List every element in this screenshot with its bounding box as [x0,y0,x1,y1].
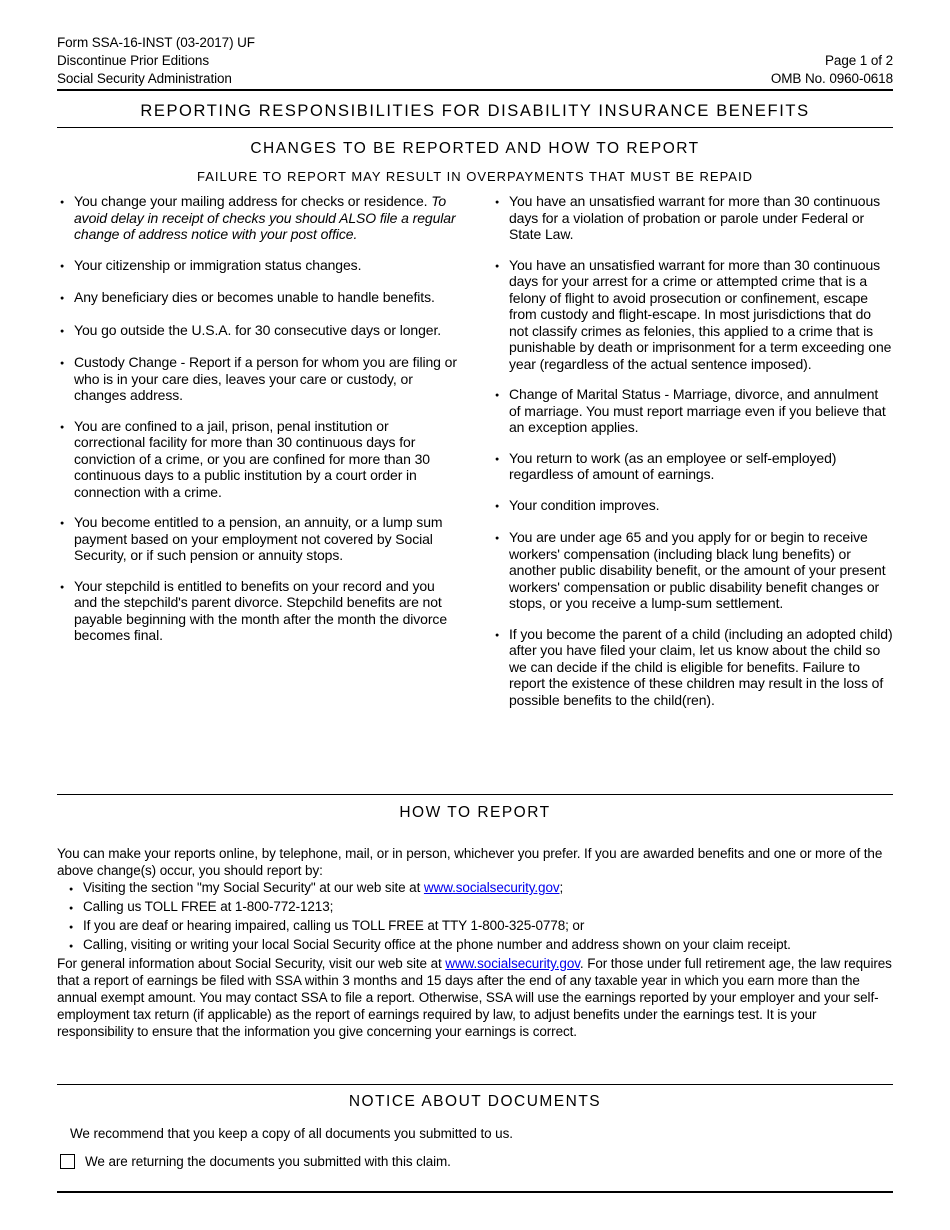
how-to-intro [57,845,893,879]
bullet-text [74,257,458,276]
text-segment: You are confined to a jail, prison, penal institution or correctional facility for more than 30 continuous days for conviction of a crime, or you are confined for more than 30 continuous days to a public institution by a court order in connection with a crime. [74,417,430,500]
report-method-item [57,898,893,917]
bullet-dot: ● [495,631,500,639]
bullet-dot: ● [495,262,500,270]
bullet-text [509,529,893,612]
text-segment: You change your mailing address for checks or residence. [74,193,432,209]
bullet-item [57,257,458,276]
bullet-dot: ● [60,520,65,527]
bullet-text [509,386,893,436]
bullet-dot: ● [60,295,65,302]
bullet-item [57,418,458,501]
text-segment: You go outside the U.S.A. for 30 consecutive days or longer. [74,321,442,338]
text-segment: Any beneficiary dies or becomes unable to handle benefits. [74,289,435,305]
bullet-text [74,322,458,341]
page-number: Page 1 of 2 [825,53,893,68]
text-segment: . For those under full retirement age, the law requires that a report of earnings be filed with SSA within 3 months and 15 days after the end of any taxable year in which you earn more than the annual exempt amount. You may contact SSA to file a report. Otherwise, SSA will use the earnings reported by your employer and your self-employment tax return (if applicable) as the report of earnings required by law, to adjust benefits under the earnings test. It is your responsibility to ensure that the information you give concerning your earnings is correct. [57,956,892,1039]
bullet-item [57,322,458,341]
text-segment: Visiting the section "my Social Security" at our web site at [83,880,424,895]
bullet-dot: ● [60,423,65,431]
bullet-dot: ● [495,502,500,510]
bullet-text [83,898,893,917]
how-to-report-rule [57,794,893,795]
bullet-item [57,289,458,308]
bullet-item [57,578,458,644]
text-segment: Your condition improves. [509,496,660,513]
notice-heading: NOTICE ABOUT DOCUMENTS [348,1093,602,1110]
bullet-item [57,193,458,243]
bullet-text [74,289,458,308]
bullet-text [83,936,893,955]
text-segment: You become entitled to a pension, an annuity, or a lump sum payment based on your employment not covered by Social Security, or if such pension or annuity stops. [74,514,443,563]
omb-number: OMB No. 0960-0618 [770,71,893,86]
bullet-text [74,193,458,243]
bullet-dot: ● [60,583,65,591]
socialsecurity-link[interactable]: www.socialsecurity.gov [445,956,580,971]
bullet-text [509,257,893,373]
bullet-item [492,386,893,436]
agency-name: Social Security Administration [57,71,232,86]
report-method-item [57,936,893,955]
returning-documents-label: We are returning the documents you submitted with this claim. [85,1154,451,1169]
bullet-item [492,497,893,516]
socialsecurity-link[interactable]: www.socialsecurity.gov [423,880,560,895]
text-segment: To avoid delay in receipt of checks you should ALSO file a regular change of address notice with your post office. [74,193,456,242]
bullet-dot: ● [69,886,74,893]
bullet-item [492,450,893,483]
bullet-text [509,450,893,483]
bullet-item [492,193,893,243]
bullet-dot: ● [60,360,65,367]
changes-heading: CHANGES TO BE REPORTED AND HOW TO REPORT [250,140,700,157]
text-segment: Calling us TOLL FREE at 1-800-772-1213; [83,899,334,914]
bullet-dot: ● [60,327,65,335]
text-segment: For general information about Social Security, visit our web site at [57,956,446,971]
bullet-text [509,626,893,709]
page-header [57,34,893,88]
discontinue-prior-editions: Discontinue Prior Editions [57,53,209,68]
text-segment: You are under age 65 and you apply for or begin to receive workers' compensation (including black lung benefits) or another public disability benefit, or the amount of your present workers' compensation or public disability benefit changes or stops, or you receive a lump-sum settlement. [509,529,886,611]
how-to-report-heading: HOW TO REPORT [399,804,551,821]
bullet-text [509,497,893,516]
bullet-item [57,514,458,564]
bullet-item [492,626,893,709]
report-method-item [57,917,893,936]
bullet-dot: ● [69,943,74,950]
page-title: REPORTING RESPONSIBILITIES FOR DISABILITY INSURANCE BENEFITS [140,102,810,120]
bullet-text [83,879,893,898]
changes-right-column [492,193,893,722]
bullet-text [74,578,458,644]
bullet-text [83,917,893,936]
general-info-paragraph [57,955,893,1040]
bullet-dot: ● [495,392,500,399]
report-method-item [57,879,893,898]
bullet-item [492,529,893,612]
bullet-dot: ● [69,905,74,912]
header-rule [57,89,893,91]
text-segment: You return to work (as an employee or self-employed) regardless of amount of earnings. [509,449,837,482]
title-rule [57,127,893,128]
text-segment: You can make your reports online, by telephone, mail, or in person, whichever you prefer. If you are awarded benefits and one or more of the above change(s) occur, you should report by: [57,846,883,878]
bullet-item [57,354,458,404]
text-segment: If you become the parent of a child (including an adopted child) after you have filed your claim, let us know about the child so we can decide if the child is eligible for benefits. Failure to report the existence of these children may result in the loss of possible benefits to the child(ren). [509,625,893,708]
bullet-text [74,354,458,404]
bullet-dot: ● [495,535,500,542]
text-segment: Your citizenship or immigration status changes. [74,256,362,273]
notice-rule [57,1084,893,1085]
returning-documents-checkbox[interactable] [60,1154,75,1169]
bottom-rule [57,1191,893,1193]
bullet-dot: ● [60,199,65,206]
text-segment: Change of Marital Status - Marriage, divorce, and annulment of marriage. You must report marriage even if you believe that an exception applies. [509,386,886,435]
bullet-item [492,257,893,373]
bullet-text [74,418,458,501]
text-segment: Your stepchild is entitled to benefits on your record and you and the stepchild's parent divorce. Stepchild benefits are not payable beginning with the month after the month the divorce becomes final. [74,577,448,643]
report-methods-list [57,879,893,955]
bullet-text [74,514,458,564]
text-segment: Custody Change - Report if a person for whom you are filing or who is in your care dies, leaves your care or custody, or changes address. [74,354,457,403]
bullet-dot: ● [495,455,500,463]
bullet-text [509,193,893,243]
text-segment: Calling, visiting or writing your local Social Security office at the phone number and address shown on your claim receipt. [83,937,791,952]
failure-warning: FAILURE TO REPORT MAY RESULT IN OVERPAYMENTS THAT MUST BE REPAID [197,169,753,184]
bullet-dot: ● [60,262,65,270]
keep-copy-text: We recommend that you keep a copy of all documents you submitted to us. [70,1126,513,1141]
text-segment: You have an unsatisfied warrant for more than 30 continuous days for your arrest for a crime or attempted crime that is a felony of flight to avoid prosecution or confinement, escape from custody and flight-escape. In most jurisdictions that do not classify crimes as felonies, this applied to a crime that is punishable by death or imprisonment for a term exceeding one year (regardless of the actual sentence imposed). [509,256,892,372]
returning-documents-row [57,1154,893,1169]
changes-columns [57,193,893,722]
bullet-dot: ● [69,924,74,931]
bullet-dot: ● [495,199,500,206]
changes-left-column [57,193,458,722]
how-to-report-body [57,845,893,1040]
text-segment: You have an unsatisfied warrant for more than 30 continuous days for a violation of probation or parole under Federal or State Law. [509,193,881,242]
text-segment: If you are deaf or hearing impaired, calling us TOLL FREE at TTY 1-800-325-0778; or [83,918,585,933]
form-number: Form SSA-16-INST (03-2017) UF [57,35,255,50]
text-segment: ; [559,880,564,895]
